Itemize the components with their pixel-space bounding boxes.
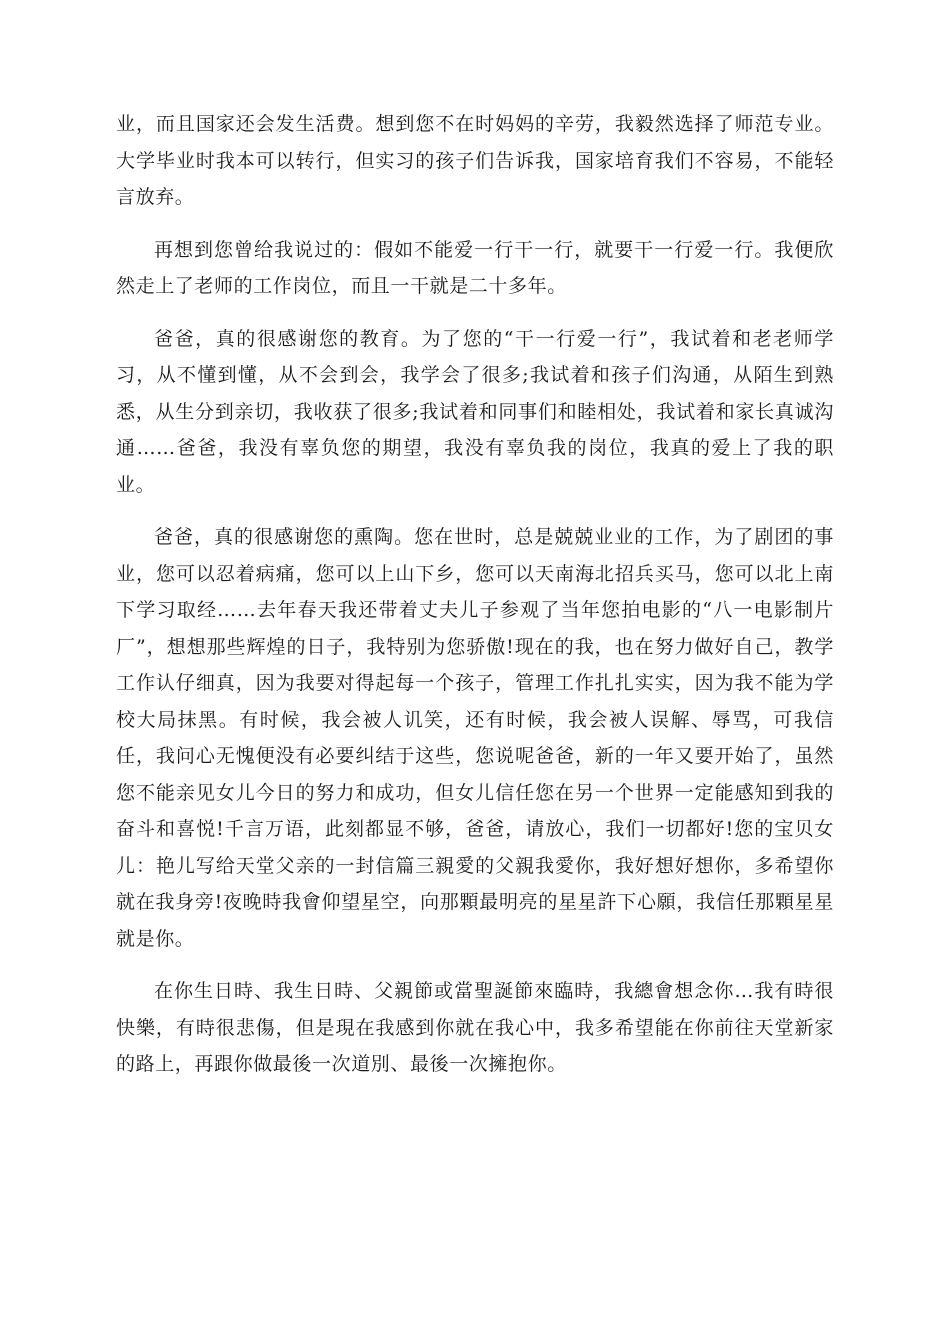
paragraph-5: 在你生日時、我生日時、父親節或當聖誕節來臨時，我總會想念你…我有時很快樂，有時很悲傷，但是現在我感到你就在我心中，我多希望能在你前往天堂新家的路上，再跟你做最後一次道別、最後一次擁抱你。 [116,980,834,1075]
paragraph-1: 业，而且国家还会发生活费。想到您不在时妈妈的辛劳，我毅然选择了师范专业。大学毕业时我本可以转行，但实习的孩子们告诉我，国家培育我们不容易，不能轻言放弃。 [116,113,834,208]
paragraph-2: 再想到您曾给我说过的：假如不能爱一行干一行，就要干一行爱一行。我便欣然走上了老师的工作岗位，而且一干就是二十多年。 [116,238,834,297]
paragraph-3: 爸爸，真的很感谢您的教育。为了您的“干一行爱一行”，我试着和老老师学习，从不懂到懂，从不会到会，我学会了很多;我试着和孩子们沟通，从陌生到熟悉，从生分到亲切，我收获了很多;我试着和同事们和睦相处，我试着和家长真诚沟通……爸爸，我没有辜负您的期望，我没有辜负我的岗位，我真的爱上了我的职业。 [116,327,834,496]
letter-body [116,106,834,1099]
paragraph-4: 爸爸，真的很感谢您的熏陶。您在世时，总是兢兢业业的工作，为了剧团的事业，您可以忍着病痛，您可以上山下乡，您可以天南海北招兵买马，您可以北上南下学习取经……去年春天我还带着丈夫儿子参观了当年您拍电影的“八一电影制片厂”，想想那些辉煌的日子，我特别为您骄傲!现在的我，也在努力做好自己，教学工作认仔细真，因为我要对得起每一个孩子，管理工作扎扎实实，因为我不能为学校大局抹黑。有时候，我会被人讥笑，还有时候，我会被人误解、辱骂，可我信任，我问心无愧便没有必要纠结于这些，您说呢爸爸，新的一年又要开始了，虽然您不能亲见女儿今日的努力和成功，但女儿信任您在另一个世界一定能感知到我的奋斗和喜悦!千言万语，此刻都显不够，爸爸，请放心，我们一切都好!您的宝贝女儿：艳儿写给天堂父亲的一封信篇三親愛的父親我愛你，我好想好想你，多希望你就在我身旁!夜晚時我會仰望星空，向那顆最明亮的星星許下心願，我信任那顆星星就是你。 [116,526,834,950]
